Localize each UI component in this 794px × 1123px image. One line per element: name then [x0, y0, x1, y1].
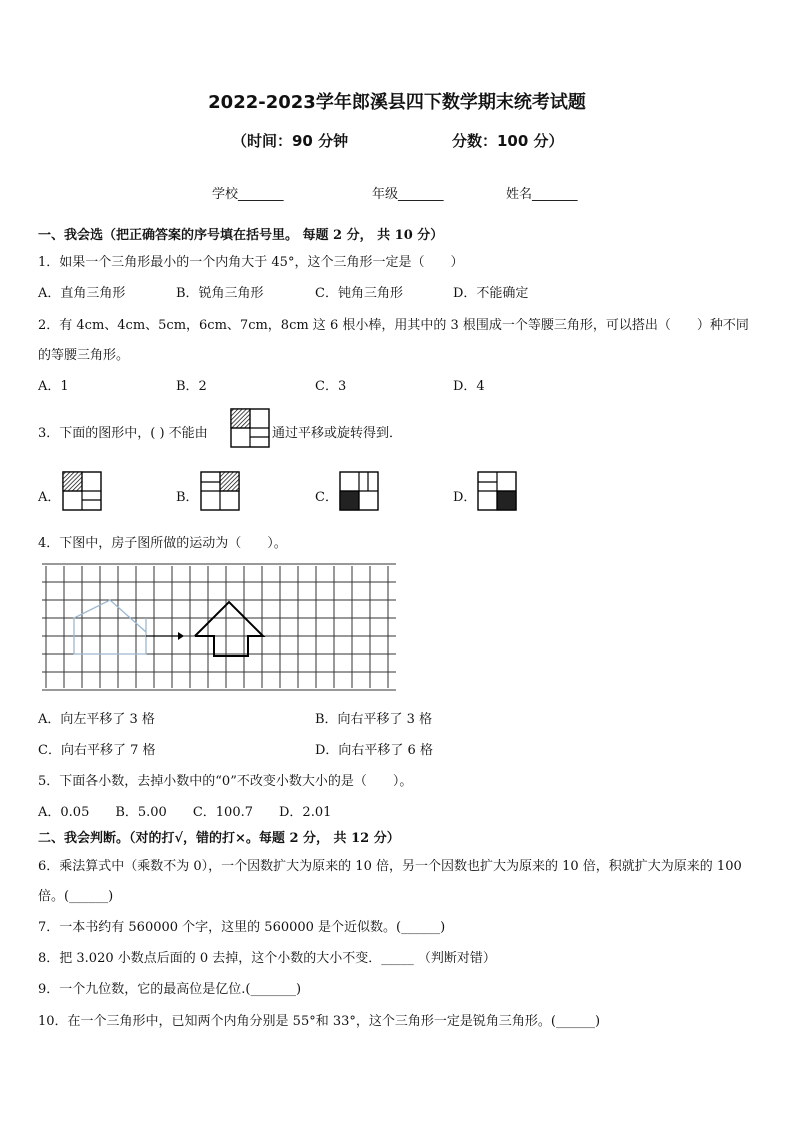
q2-stem-line2: 的等腰三角形。: [38, 348, 130, 363]
q3-stem-part2: 通过平移或旋转得到．: [272, 426, 403, 441]
exam-score: 分数：100 分）: [452, 132, 564, 150]
q9: 9．一个九位数，它的最高位是亿位.(_______): [38, 982, 302, 997]
q1-option-b: B．锐角三角形: [176, 286, 264, 301]
school-field: 学校_______: [212, 187, 284, 202]
q2-stem-line1: 2．有 4cm、4cm、5cm，6cm、7cm，8cm 这 6 根小棒，用其中的 3 根围成一个等腰三角形，可以搭出（ ）种不同: [38, 318, 749, 333]
q3-option-c: C．: [315, 490, 338, 505]
q1-option-a: A．直角三角形: [38, 286, 126, 301]
q3-figure-c: [339, 471, 379, 511]
q3-figure-b: [200, 471, 240, 511]
q4-grid-figure: [38, 562, 400, 692]
q4-option-d: D．向右平移了 6 格: [315, 743, 433, 758]
q8: 8．把 3.020 小数点后面的 0 去掉，这个小数的大小不变．_____ （判断对错）: [38, 951, 496, 966]
arrow-head: [178, 632, 184, 640]
original-house-shape: [74, 600, 146, 654]
q6-line1: 6．乘法算式中（乘数不为 0），一个因数扩大为原来的 10 倍，另一个因数也扩大为原来的 10 倍，积就扩大为原来的 100: [38, 859, 742, 874]
page-title: 2022-2023学年郎溪县四下数学期末统考试题: [208, 92, 586, 113]
q3-figure-d: [477, 471, 517, 511]
q7: 7．一本书约有 560000 个字，这里的 560000 是个近似数。(______): [38, 920, 446, 935]
q2-option-c: C．3: [315, 379, 347, 394]
q3-option-a: A．: [38, 490, 61, 505]
q4-option-a: A．向左平移了 3 格: [38, 712, 155, 727]
moved-house-shape: [195, 602, 263, 656]
grade-field: 年级_______: [372, 187, 444, 202]
q4-stem: 4．下图中，房子图所做的运动为（ ）。: [38, 536, 287, 551]
q3-stem-part1: 3．下面的图形中，( ) 不能由: [38, 426, 208, 441]
q3-figure-a: [62, 471, 102, 511]
q4-option-c: C．向右平移了 7 格: [38, 743, 156, 758]
q4-option-b: B．向右平移了 3 格: [315, 712, 433, 727]
q2-option-a: A．1: [38, 379, 69, 394]
q2-option-d: D．4: [453, 379, 485, 394]
section2-heading: 二、我会判断。（对的打√，错的打×。每题 2 分， 共 12 分）: [38, 831, 400, 846]
name-field: 姓名_______: [506, 187, 578, 202]
q5-options: A．0.05 B．5.00 C．100.7 D．2.01: [38, 805, 332, 820]
q3-option-b: B．: [176, 490, 199, 505]
section1-heading: 一、我会选（把正确答案的序号填在括号里。 每题 2 分， 共 10 分）: [38, 228, 444, 243]
q1-option-c: C．钝角三角形: [315, 286, 403, 301]
exam-time: （时间：90 分钟: [232, 132, 349, 150]
q3-reference-figure: [230, 408, 270, 448]
q2-option-b: B．2: [176, 379, 207, 394]
q6-line2: 倍。(______): [38, 889, 114, 904]
q1-stem: 1．如果一个三角形最小的一个内角大于 45°，这个三角形一定是（ ）: [38, 255, 464, 270]
q10: 10．在一个三角形中，已知两个内角分别是 55°和 33°，这个三角形一定是锐角三角形。(______): [38, 1014, 601, 1029]
q1-option-d: D．不能确定: [453, 286, 529, 301]
q3-option-d: D．: [453, 490, 477, 505]
q5-stem: 5．下面各小数，去掉小数中的“0”不改变小数大小的是（ ）。: [38, 774, 413, 789]
